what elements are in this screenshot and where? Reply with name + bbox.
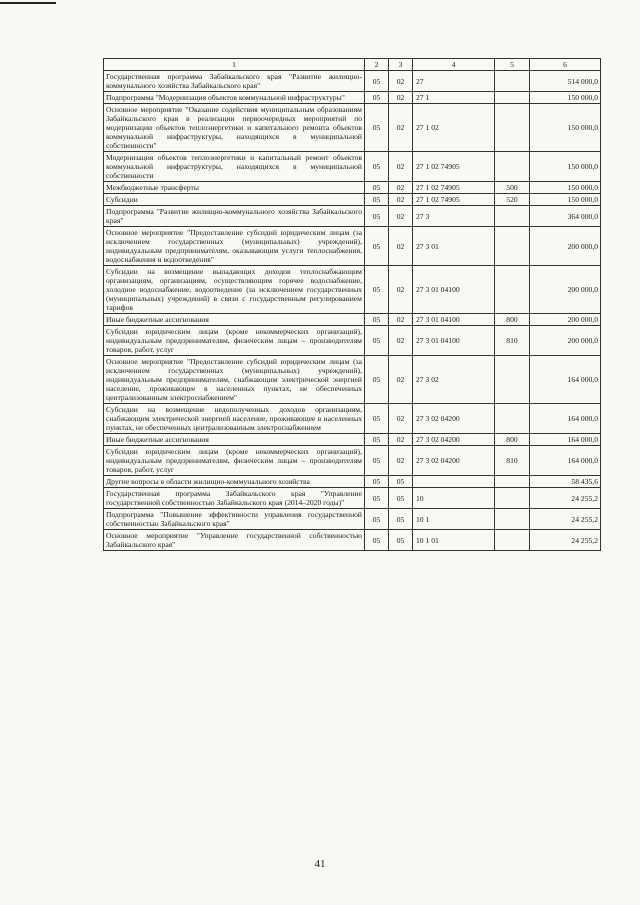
row-target-code-cell: 27 3 (413, 206, 495, 227)
row-subsection-cell: 02 (389, 434, 413, 446)
row-section-cell: 05 (365, 152, 389, 182)
table-row (104, 488, 601, 509)
row-section-cell: 05 (365, 326, 389, 356)
row-amount-cell: 164 000,0 (530, 356, 601, 404)
row-target-code-cell: 27 1 02 74905 (413, 152, 495, 182)
row-expense-type-cell (495, 206, 530, 227)
row-section-cell: 05 (365, 227, 389, 266)
row-name-cell: Основное мероприятие "Управление государственной собственностью Забайкальского края" (104, 530, 365, 551)
table-row (104, 194, 601, 206)
row-name-cell: Субсидии (104, 194, 365, 206)
row-name-cell: Иные бюджетные ассигнования (104, 314, 365, 326)
row-subsection-cell: 02 (389, 326, 413, 356)
row-amount-cell: 164 000,0 (530, 446, 601, 476)
row-name-cell: Основное мероприятие "Предоставление субсидий юридическим лицам (за исключением государственных (муниципальных) учреждений), индивидуальным предпринимателям, оказывающим услуги теплоснабжения, водоснабжения и водоотведения" (104, 227, 365, 266)
row-amount-cell: 200 000,0 (530, 326, 601, 356)
row-target-code-cell: 10 (413, 488, 495, 509)
row-subsection-cell: 02 (389, 104, 413, 152)
row-target-code-cell: 27 3 02 (413, 356, 495, 404)
row-amount-cell: 150 000,0 (530, 152, 601, 182)
row-expense-type-cell (495, 476, 530, 488)
row-section-cell: 05 (365, 356, 389, 404)
row-amount-cell: 164 000,0 (530, 404, 601, 434)
row-subsection-cell: 02 (389, 266, 413, 314)
row-subsection-cell: 02 (389, 182, 413, 194)
row-amount-cell: 514 000,0 (530, 71, 601, 92)
row-subsection-cell: 02 (389, 152, 413, 182)
row-target-code-cell: 27 3 02 04200 (413, 434, 495, 446)
header-col-4: 4 (413, 59, 495, 71)
budget-table (103, 58, 601, 551)
row-name-cell: Субсидии на возмещение недополученных доходов организациям, снабжающим электрической энергией население, проживающее в населенных пунктах, не обеспеченных централизованным электроснабжением (104, 404, 365, 434)
table-row (104, 326, 601, 356)
row-section-cell: 05 (365, 476, 389, 488)
table-row (104, 152, 601, 182)
row-amount-cell: 150 000,0 (530, 92, 601, 104)
table-row (104, 356, 601, 404)
row-section-cell: 05 (365, 488, 389, 509)
row-target-code-cell: 27 3 01 (413, 227, 495, 266)
row-target-code-cell: 27 (413, 71, 495, 92)
row-subsection-cell: 02 (389, 206, 413, 227)
row-name-cell: Основное мероприятие "Предоставление субсидий юридическим лицам (за исключением государственных (муниципальных) учреждений), индивидуальным предпринимателям, снабжающим электрической энергией население, проживающее в населенных пунктах, не обеспеченных централизованным электроснабжением" (104, 356, 365, 404)
row-section-cell: 05 (365, 182, 389, 194)
page-number: 41 (314, 858, 326, 870)
row-section-cell: 05 (365, 530, 389, 551)
row-expense-type-cell (495, 227, 530, 266)
table-row (104, 206, 601, 227)
row-subsection-cell: 02 (389, 356, 413, 404)
row-amount-cell: 150 000,0 (530, 194, 601, 206)
row-name-cell: Модернизация объектов теплоэнергетики и капитальный ремонт объектов коммунальной инфраструктуры, находящихся в муниципальной собственности (104, 152, 365, 182)
row-expense-type-cell (495, 530, 530, 551)
row-expense-type-cell: 500 (495, 182, 530, 194)
row-amount-cell: 24 255,2 (530, 509, 601, 530)
row-amount-cell: 200 000,0 (530, 314, 601, 326)
row-expense-type-cell (495, 266, 530, 314)
row-name-cell: Межбюджетные трансферты (104, 182, 365, 194)
row-amount-cell: 150 000,0 (530, 104, 601, 152)
table-row (104, 266, 601, 314)
row-expense-type-cell (495, 71, 530, 92)
table-row (104, 92, 601, 104)
row-expense-type-cell: 810 (495, 446, 530, 476)
table-row (104, 404, 601, 434)
row-expense-type-cell: 520 (495, 194, 530, 206)
row-name-cell: Государственная программа Забайкальского края "Управление государственной собственностью Забайкальского края (2014–2020 годы)" (104, 488, 365, 509)
table-row (104, 509, 601, 530)
row-name-cell: Государственная программа Забайкальского края "Развитие жилищно-коммунального хозяйства Забайкальского края" (104, 71, 365, 92)
row-target-code-cell: 27 3 01 04100 (413, 314, 495, 326)
row-target-code-cell: 27 3 02 04200 (413, 446, 495, 476)
row-target-code-cell: 27 1 02 (413, 104, 495, 152)
row-target-code-cell: 27 3 02 04200 (413, 404, 495, 434)
row-name-cell: Иные бюджетные ассигнования (104, 434, 365, 446)
table-row (104, 182, 601, 194)
row-section-cell: 05 (365, 509, 389, 530)
row-subsection-cell: 05 (389, 530, 413, 551)
row-subsection-cell: 02 (389, 446, 413, 476)
row-amount-cell: 164 000,0 (530, 434, 601, 446)
row-expense-type-cell (495, 356, 530, 404)
row-subsection-cell: 05 (389, 476, 413, 488)
row-section-cell: 05 (365, 266, 389, 314)
table-row (104, 446, 601, 476)
row-amount-cell: 200 000,0 (530, 227, 601, 266)
row-subsection-cell: 05 (389, 488, 413, 509)
header-col-1: 1 (104, 59, 365, 71)
row-target-code-cell: 10 1 01 (413, 530, 495, 551)
row-name-cell: Подпрограмма "Развитие жилищно-коммунального хозяйства Забайкальского края" (104, 206, 365, 227)
row-section-cell: 05 (365, 71, 389, 92)
header-col-2: 2 (365, 59, 389, 71)
row-expense-type-cell: 810 (495, 326, 530, 356)
row-expense-type-cell (495, 104, 530, 152)
table-row (104, 434, 601, 446)
row-expense-type-cell (495, 509, 530, 530)
row-expense-type-cell: 800 (495, 434, 530, 446)
row-amount-cell: 24 255,2 (530, 530, 601, 551)
row-name-cell: Субсидии юридическим лицам (кроме некоммерческих организаций), индивидуальным предпринимателям, физическим лицам – производителям товаров, работ, услуг (104, 326, 365, 356)
table-body (104, 71, 601, 551)
row-subsection-cell: 02 (389, 314, 413, 326)
row-target-code-cell: 27 1 02 74905 (413, 182, 495, 194)
row-name-cell: Субсидии на возмещение выпадающих доходов теплоснабжающим организациям, организациям, осуществляющим горячее водоснабжение, холодное водоснабжение, водоотведение (за исключением государственных (муниципальных) учреждений) в связи с государственным регулированием тарифов (104, 266, 365, 314)
row-expense-type-cell: 800 (495, 314, 530, 326)
row-section-cell: 05 (365, 104, 389, 152)
header-col-3: 3 (389, 59, 413, 71)
row-section-cell: 05 (365, 92, 389, 104)
table-row (104, 104, 601, 152)
row-subsection-cell: 05 (389, 509, 413, 530)
row-name-cell: Подпрограмма "Повышение эффективности управления государственной собственностью Забайкальского края" (104, 509, 365, 530)
table-row (104, 314, 601, 326)
row-target-code-cell: 10 1 (413, 509, 495, 530)
row-expense-type-cell (495, 488, 530, 509)
row-amount-cell: 364 000,0 (530, 206, 601, 227)
row-subsection-cell: 02 (389, 227, 413, 266)
row-subsection-cell: 02 (389, 194, 413, 206)
row-name-cell: Основное мероприятие "Оказание содействия муниципальным образованиям Забайкальского края в реализации первоочередных мероприятий по модернизации объектов теплоэнергетики и капитального ремонта объектов коммунальной инфраструктуры, находящихся в муниципальной собственности" (104, 104, 365, 152)
row-target-code-cell: 27 3 01 04100 (413, 266, 495, 314)
row-target-code-cell: 27 3 01 04100 (413, 326, 495, 356)
table-header-row (104, 59, 601, 71)
table-row (104, 71, 601, 92)
row-section-cell: 05 (365, 206, 389, 227)
top-rule (0, 2, 56, 4)
row-section-cell: 05 (365, 446, 389, 476)
table-row (104, 227, 601, 266)
row-amount-cell: 150 000,0 (530, 182, 601, 194)
row-name-cell: Подпрограмма "Модернизация объектов коммунальной инфраструктуры" (104, 92, 365, 104)
row-amount-cell: 24 255,2 (530, 488, 601, 509)
row-amount-cell: 200 000,0 (530, 266, 601, 314)
row-section-cell: 05 (365, 194, 389, 206)
row-name-cell: Другие вопросы в области жилищно-коммунального хозяйства (104, 476, 365, 488)
row-subsection-cell: 02 (389, 92, 413, 104)
row-subsection-cell: 02 (389, 404, 413, 434)
row-expense-type-cell (495, 404, 530, 434)
row-section-cell: 05 (365, 404, 389, 434)
row-expense-type-cell (495, 152, 530, 182)
table-row (104, 476, 601, 488)
row-amount-cell: 58 435,6 (530, 476, 601, 488)
row-target-code-cell: 27 1 (413, 92, 495, 104)
header-col-5: 5 (495, 59, 530, 71)
row-target-code-cell: 27 1 02 74905 (413, 194, 495, 206)
row-name-cell: Субсидии юридическим лицам (кроме некоммерческих организаций), индивидуальным предпринимателям, физическим лицам – производителям товаров, работ, услуг (104, 446, 365, 476)
row-target-code-cell (413, 476, 495, 488)
row-expense-type-cell (495, 92, 530, 104)
header-col-6: 6 (530, 59, 601, 71)
row-section-cell: 05 (365, 434, 389, 446)
table-row (104, 530, 601, 551)
row-subsection-cell: 02 (389, 71, 413, 92)
row-section-cell: 05 (365, 314, 389, 326)
